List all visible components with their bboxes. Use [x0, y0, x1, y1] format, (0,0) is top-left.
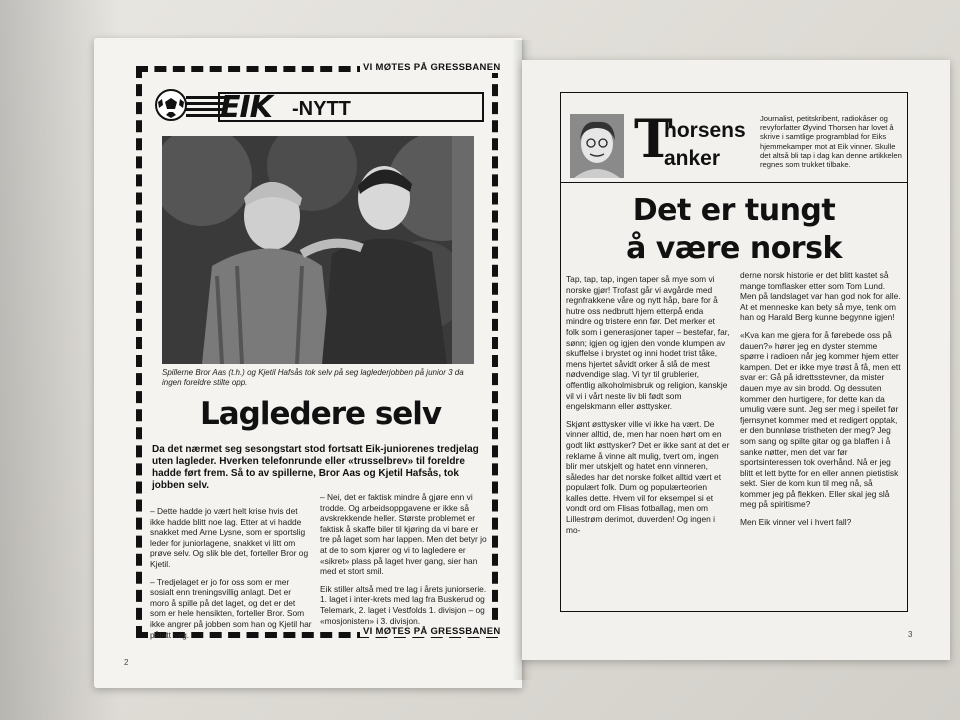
left-article-column-2: [320, 492, 490, 633]
masthead-suffix: -NYTT: [292, 98, 351, 120]
author-bio: Journalist, petitskribent, radiokåser og revyforfatter Øyvind Thorsen har lovet å skrive i samtlige programblad for Eiks hjemmekamper mot at Eik vinner. Skulle det altså bli tap i dag kan denne artikkelen regnes som trukket tilbake.: [760, 114, 902, 170]
left-article-column-1: [150, 506, 312, 647]
paragraph: – Nei, det er faktisk mindre å gjøre enn vi trodde. Og arbeidsoppgavene er ikke så avskrekkende heller. Største problemet er faktisk å skaffe biler til kjøring da vi bare er tre på laget som har lappen. Men det betyr jo at de to som kjører og vi to lagledere er «sikret» plass på laget hver gang, sier han med et stort smil.: [320, 492, 487, 577]
column-headline: [560, 192, 908, 268]
banner-bottom: VI MØTES PÅ GRESSBANEN: [360, 626, 504, 637]
players-photo: [162, 136, 474, 364]
headline-line: Det er tungt: [632, 193, 836, 228]
page-number-left: 2: [124, 658, 129, 667]
column-title-line1: horsens: [664, 119, 746, 142]
paragraph: Tap, tap, tap, ingen taper så mye som vi norske gjør! Trofast går vi avgårde med regnfrakkene våre og nytt håp, bare for å hutre oss nedbrutt hjem etterpå enda mindre og tristere enn før. Det merker et folk som i generasjoner taper – bestefar, far, sønn; igjen og igjen den vonde klumpen av skuffelse i brystet og inni hodet trist tåke, mens hjertet såvidt orker å slå de mest nødvendige slag. Vi tyr til grublerier, offentlig alkoholmisbruk og religion, kanskje vil vi i vårt neste liv bli født som engelskmann eller østtysker.: [566, 274, 730, 412]
column-title-line2: anker: [664, 147, 721, 170]
column-title-initial: T: [634, 109, 673, 170]
headline-line: å være norsk: [626, 231, 842, 266]
page-number-right: 3: [908, 630, 913, 639]
header-divider: [560, 182, 908, 183]
right-article-column-2: [740, 270, 902, 535]
football-icon: [154, 88, 188, 122]
photo-caption: Spillerne Bror Aas (t.h.) og Kjetil Hafsås tok selv på seg laglederjobben på junior 3 da ingen foreldre stilte opp.: [162, 368, 464, 387]
right-article-column-1: [566, 274, 730, 542]
eik-nytt-masthead: [150, 86, 486, 138]
article-headline: Lagledere selv: [200, 396, 442, 432]
masthead-brand: EIK: [220, 90, 272, 125]
paragraph: – Dette hadde jo vært helt krise hvis det ikke hadde blitt noe lag. Etter at vi hadde snakket med Arne Lysne, som er sportslig leder for juniorlagene, snakket vi litt om prøve selv. Og slik ble det, forteller Bror og Kjetil.: [150, 506, 309, 569]
paragraph: «Kva kan me gjera for å førebede oss på dauen?» hører jeg en dyster stemme spørre i radioen når jeg kommer hjem etter kampen. Det er ikke mye trøst å få, men ett svar er: Gå på idrettsstevner, da mister dauen mye av sin brodd. Og dessuten kommer den hurtigere, for dette kan da umulig være sunt. Jeg ser meg i speilet før fjernsynet kommer med et redigert opptak, er den bunnløse tristheten der meg? Jeg som sang og spilte gitar og ga blaffen i å sanke nøtter, men det var før sportsinteressen tok overhånd. Nå er jeg blitt et lett bytte for en eller annen pietistisk sekt. Sier de kom kun til meg nå, så kommer jeg på flekken. Eller skal jeg slå meg på spiritisme?: [740, 329, 901, 510]
article-lead: Da det nærmet seg sesongstart stod fortsatt Eik-juniorenes tredjelag uten lagleder. Hverken telefonrunde eller «trusselbrev» til foreldre hadde ført frem. Så to av spillerne, Bror Aas og Kjetil Hafsås, tok jobben selv.: [152, 444, 479, 491]
paragraph: Skjønt østtysker ville vi ikke ha vært. De vinner alltid, de, men har noen hørt om en godt likt østtysker? Det er ikke sant at det er reklame å vinne alt mulig, tvert om, ingen blir mer utskjelt og hatet enn vinneren, således har det norske folket alltid vært et populært folk. Dum og populærteorien kalles dette. Hvem vil for eksempel si et vondt ord om Flisas fotballag, men om Lillestrøm derimot, duverden! Og ingen i mo-: [566, 418, 730, 535]
paragraph: derne norsk historie er det blitt kastet så mange tomflasker etter som Tom Lund. Men på landslaget var han god nok for alle. At et menneske kan bety så mye, tenk om han og Harald Berg kunne begynne igjen!: [740, 270, 901, 323]
author-portrait: [570, 114, 624, 178]
paragraph: – Tredjelaget er jo for oss som er mer sosialt enn treningsvillig anlagt. Det er moro å spille på det laget, og det er det som er hele hensikten, forteller Bror. Som ikke angrer på jobben som han og Kjetil har påtatt seg.: [150, 576, 312, 640]
paragraph: Eik stiller altså med tre lag i årets juniorserie. 1. laget i inter-krets med lag fra Buskerud og Telemark, 2. laget i Vestfolds 1. divisjon – og «mosjonisten» i 3. divisjon.: [320, 583, 487, 626]
paragraph: Men Eik vinner vel i hvert fall?: [740, 517, 852, 528]
banner-top: VI MØTES PÅ GRESSBANEN: [360, 62, 504, 73]
